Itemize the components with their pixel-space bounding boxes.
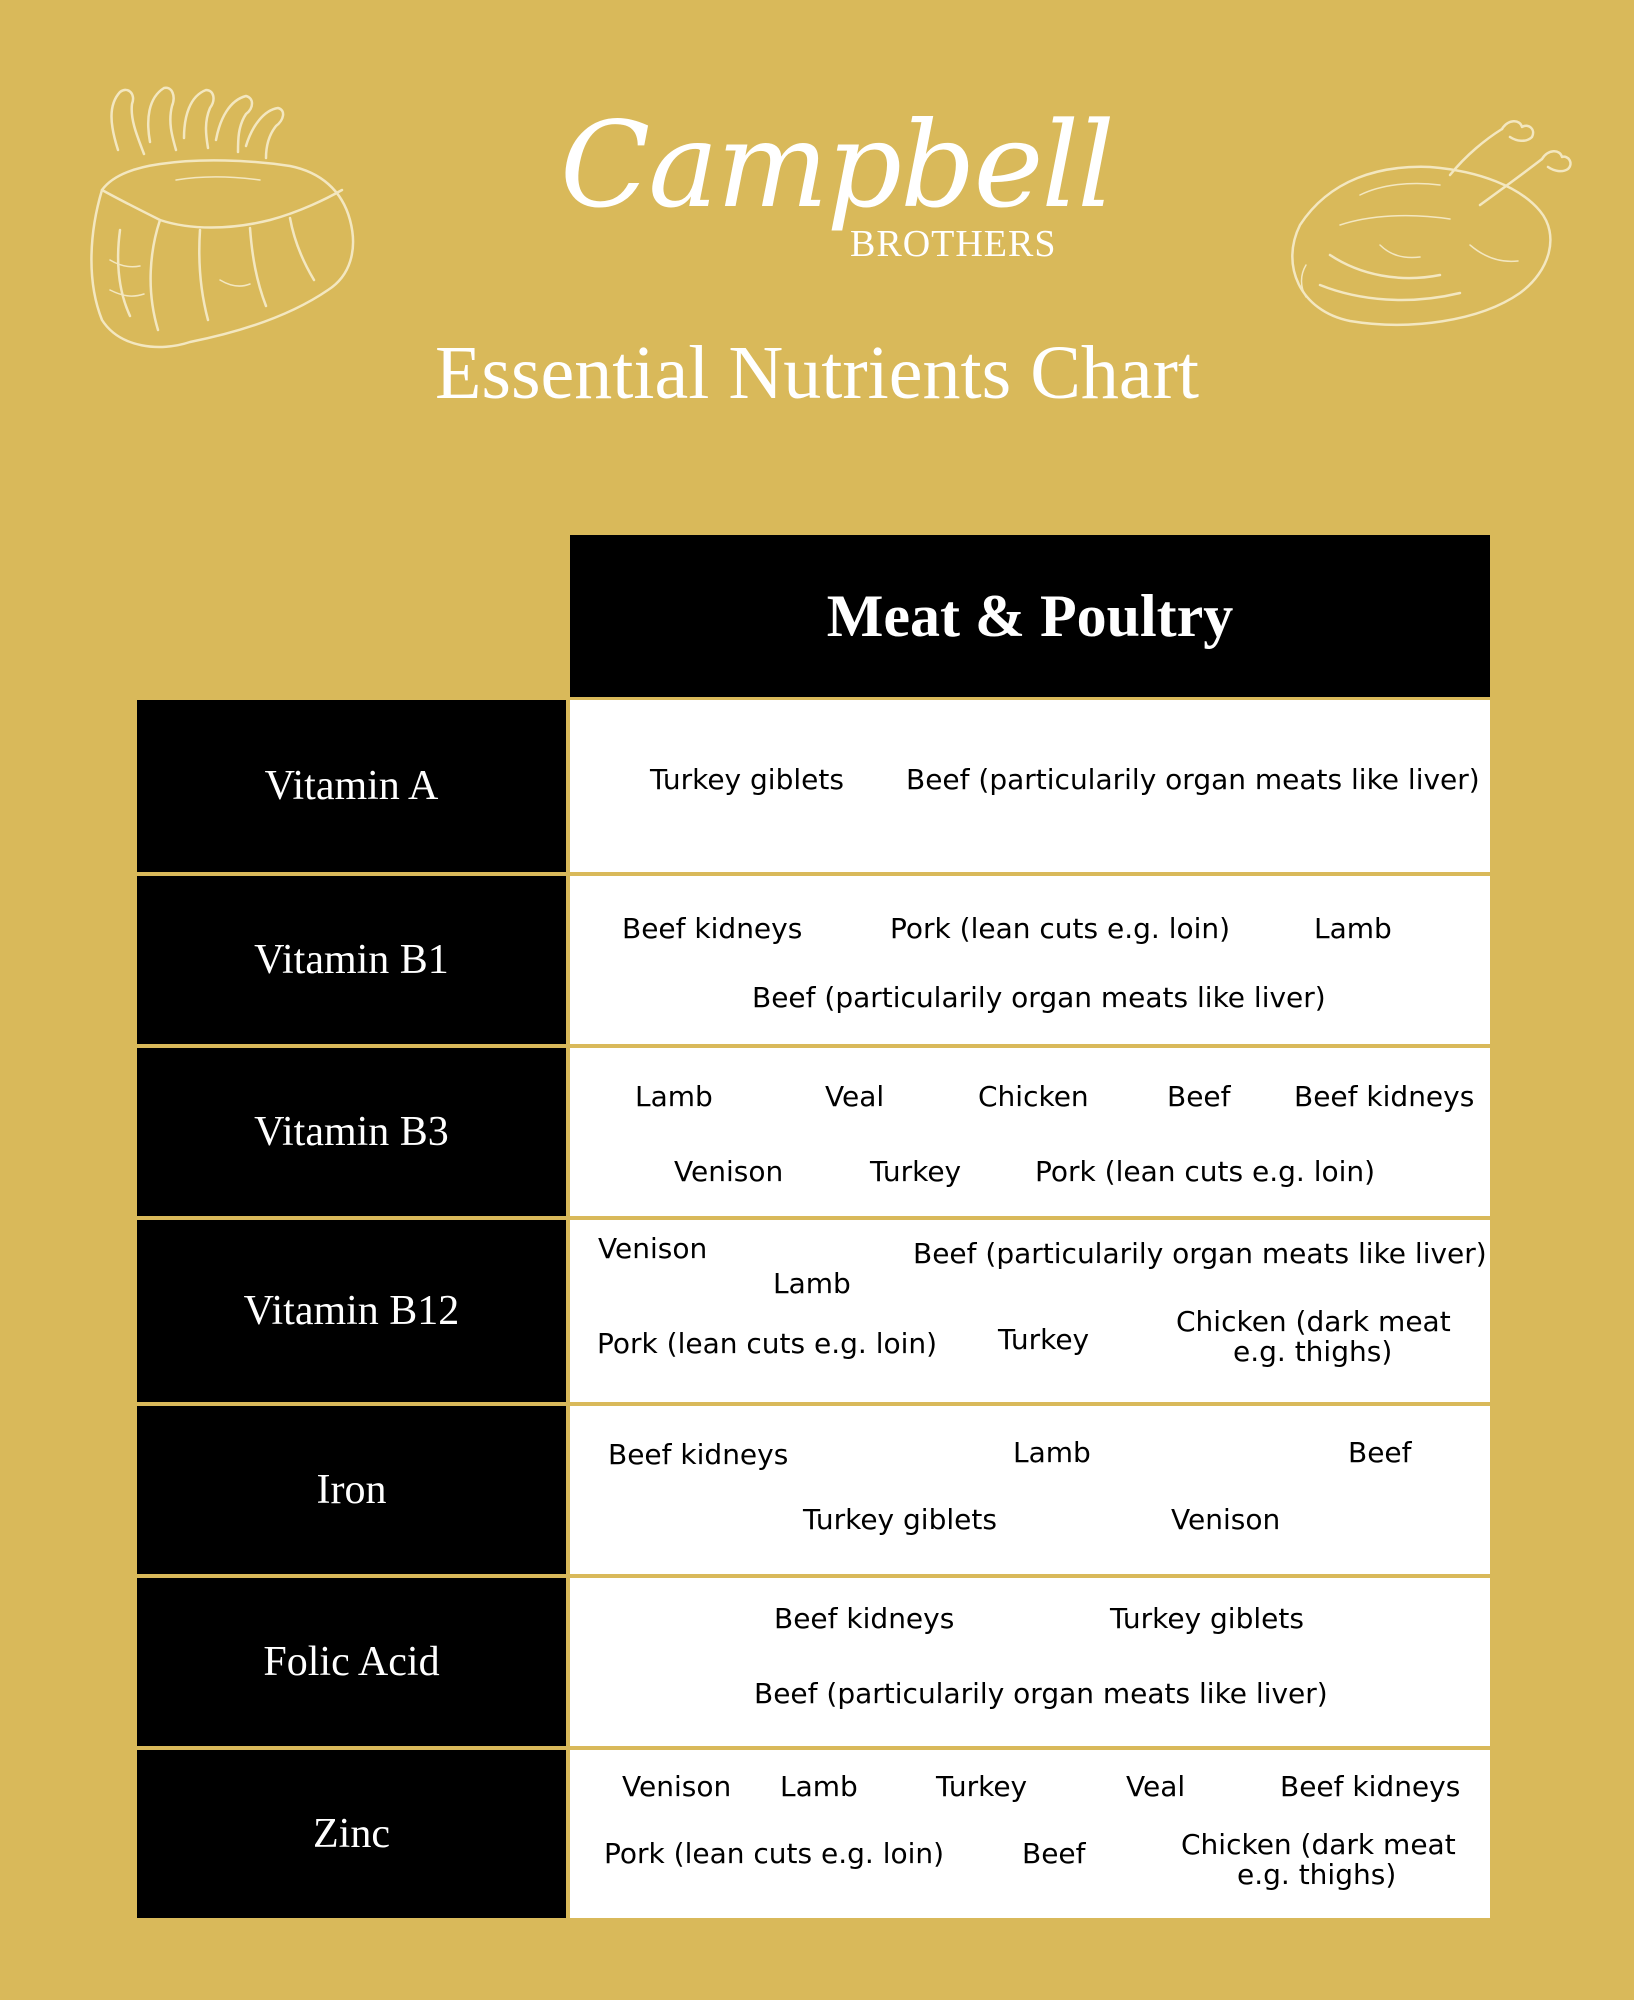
food-item: Lamb	[773, 1267, 851, 1300]
food-item: Beef (particularily organ meats like liver)	[906, 763, 1480, 796]
food-item: Chicken	[978, 1080, 1089, 1113]
nutrient-label-folic-acid	[137, 1578, 566, 1746]
rack-of-lamb-illustration	[80, 80, 370, 360]
food-item: Pork (lean cuts e.g. loin)	[1035, 1155, 1376, 1188]
food-item: Veal	[1126, 1770, 1186, 1803]
food-item: Chicken (dark meat	[1176, 1305, 1451, 1338]
food-item: Lamb	[1013, 1436, 1091, 1469]
nutrient-label-vitamin-b3	[137, 1048, 566, 1216]
food-item: Turkey giblets	[1110, 1602, 1304, 1635]
foods-cell-folic-acid	[570, 1578, 1490, 1746]
nutrient-name: Folic Acid	[263, 1639, 440, 1685]
food-item: Lamb	[635, 1080, 713, 1113]
brand-logo	[560, 90, 1113, 270]
food-item: Beef	[1022, 1837, 1086, 1870]
food-item: Beef kidneys	[774, 1602, 955, 1635]
foods-cell-iron	[570, 1406, 1490, 1574]
nutrient-label-zinc	[137, 1750, 566, 1918]
food-item: Pork (lean cuts e.g. loin)	[604, 1837, 945, 1870]
food-item: Beef kidneys	[1280, 1770, 1461, 1803]
food-item: Beef kidneys	[1294, 1080, 1475, 1113]
food-item: e.g. thighs)	[1233, 1335, 1393, 1368]
food-item: Veal	[825, 1080, 885, 1113]
food-item: Venison	[674, 1155, 784, 1188]
food-item: Venison	[622, 1770, 732, 1803]
food-item: Turkey	[936, 1770, 1028, 1803]
food-item: Chicken (dark meat	[1181, 1828, 1456, 1861]
rack-of-lamb-icon	[80, 80, 370, 360]
food-item: Beef kidneys	[622, 912, 803, 945]
food-item: Pork (lean cuts e.g. loin)	[597, 1327, 938, 1360]
foods-cell-vitamin-b12	[570, 1220, 1490, 1402]
brand-name-sub: BROTHERS	[850, 223, 1057, 265]
nutrient-name: Iron	[316, 1467, 387, 1513]
food-item: Pork (lean cuts e.g. loin)	[890, 912, 1231, 945]
foods-cell-vitamin-b1	[570, 876, 1490, 1044]
brand-name-script: Campbell	[560, 96, 1113, 234]
food-item: Venison	[598, 1232, 708, 1265]
roast-chicken-icon	[1270, 115, 1580, 330]
nutrient-name: Vitamin A	[264, 763, 439, 809]
nutrient-name: Zinc	[313, 1811, 390, 1857]
nutrient-label-iron	[137, 1406, 566, 1574]
food-item: Beef (particularily organ meats like liver)	[754, 1677, 1328, 1710]
food-item: e.g. thighs)	[1237, 1858, 1397, 1891]
food-item: Turkey	[998, 1323, 1090, 1356]
food-item: Beef	[1167, 1080, 1231, 1113]
food-item: Beef (particularily organ meats like liver)	[913, 1237, 1487, 1270]
page-title: Essential Nutrients Chart	[434, 331, 1200, 415]
food-item: Lamb	[1314, 912, 1392, 945]
food-item: Lamb	[780, 1770, 858, 1803]
food-item: Venison	[1171, 1503, 1281, 1536]
food-item: Turkey giblets	[650, 763, 844, 796]
column-header	[570, 535, 1490, 697]
food-item: Turkey giblets	[803, 1503, 997, 1536]
nutrient-name: Vitamin B1	[254, 937, 449, 983]
column-header-label: Meat & Poultry	[826, 582, 1234, 649]
roast-chicken-illustration	[1270, 115, 1580, 330]
nutrient-label-vitamin-b1	[137, 876, 566, 1044]
foods-cell-zinc	[570, 1750, 1490, 1918]
food-item: Beef (particularily organ meats like liver)	[752, 981, 1326, 1014]
food-item: Beef kidneys	[608, 1438, 789, 1471]
nutrient-name: Vitamin B3	[254, 1109, 449, 1155]
food-item: Beef	[1348, 1436, 1412, 1469]
nutrient-label-vitamin-a	[137, 700, 566, 872]
nutrient-name: Vitamin B12	[243, 1288, 460, 1334]
food-item: Turkey	[870, 1155, 962, 1188]
foods-cell-vitamin-b3	[570, 1048, 1490, 1216]
nutrient-label-vitamin-b12	[137, 1220, 566, 1402]
foods-cell-vitamin-a	[570, 700, 1490, 872]
